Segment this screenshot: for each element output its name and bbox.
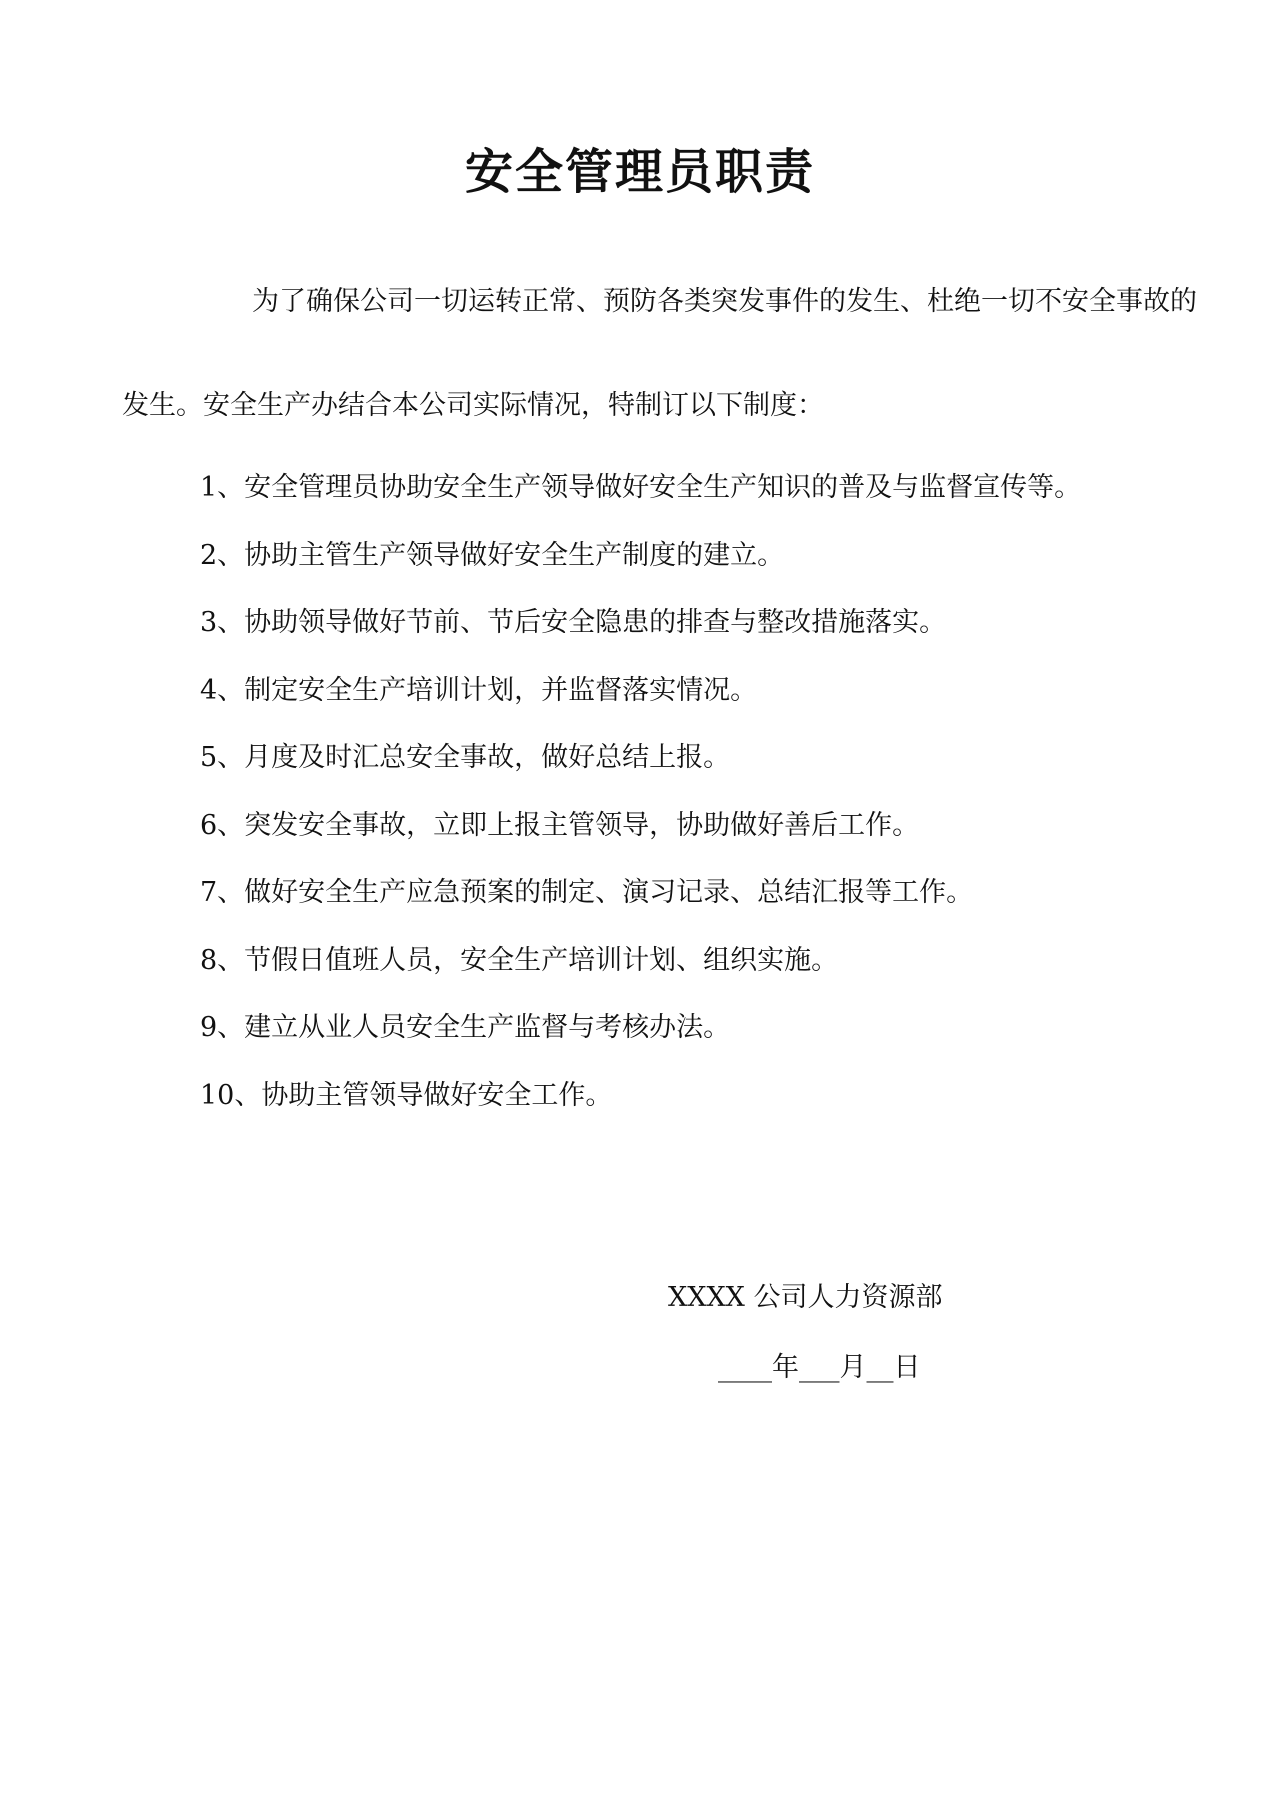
- signature-date: ____年___月__日: [718, 1352, 921, 1383]
- duty-item-1: 1、安全管理员协助安全生产领导做好安全生产知识的普及与监督宣传等。: [200, 472, 1082, 503]
- duty-item-5: 5、月度及时汇总安全事故，做好总结上报。: [200, 742, 731, 773]
- duty-item-8: 8、节假日值班人员，安全生产培训计划、组织实施。: [200, 944, 839, 976]
- duty-item-10: 10、协助主管领导做好安全工作。: [200, 1079, 613, 1111]
- duty-item-9: 9、建立从业人员安全生产监督与考核办法。: [200, 1012, 731, 1043]
- intro-paragraph-line-1: 为了确保公司一切运转正常、预防各类突发事件的发生、杜绝一切不安全事故的: [252, 286, 1197, 317]
- intro-paragraph-line-2: 发生。安全生产办结合本公司实际情况，特制订以下制度：: [122, 390, 824, 421]
- duty-list: [200, 468, 1081, 1143]
- duty-item-4: 4、制定安全生产培训计划，并监督落实情况。: [200, 674, 758, 706]
- document-title: 安全管理员职责: [464, 144, 815, 200]
- duty-item-7: 7、做好安全生产应急预案的制定、演习记录、总结汇报等工作。: [200, 877, 974, 908]
- duty-item-6: 6、突发安全事故，立即上报主管领导，协助做好善后工作。: [200, 809, 920, 841]
- duty-item-3: 3、协助领导做好节前、节后安全隐患的排查与整改措施落实。: [200, 607, 947, 638]
- duty-item-2: 2、协助主管生产领导做好安全生产制度的建立。: [200, 539, 785, 571]
- signature-department: XXXX 公司人力资源部: [668, 1282, 943, 1313]
